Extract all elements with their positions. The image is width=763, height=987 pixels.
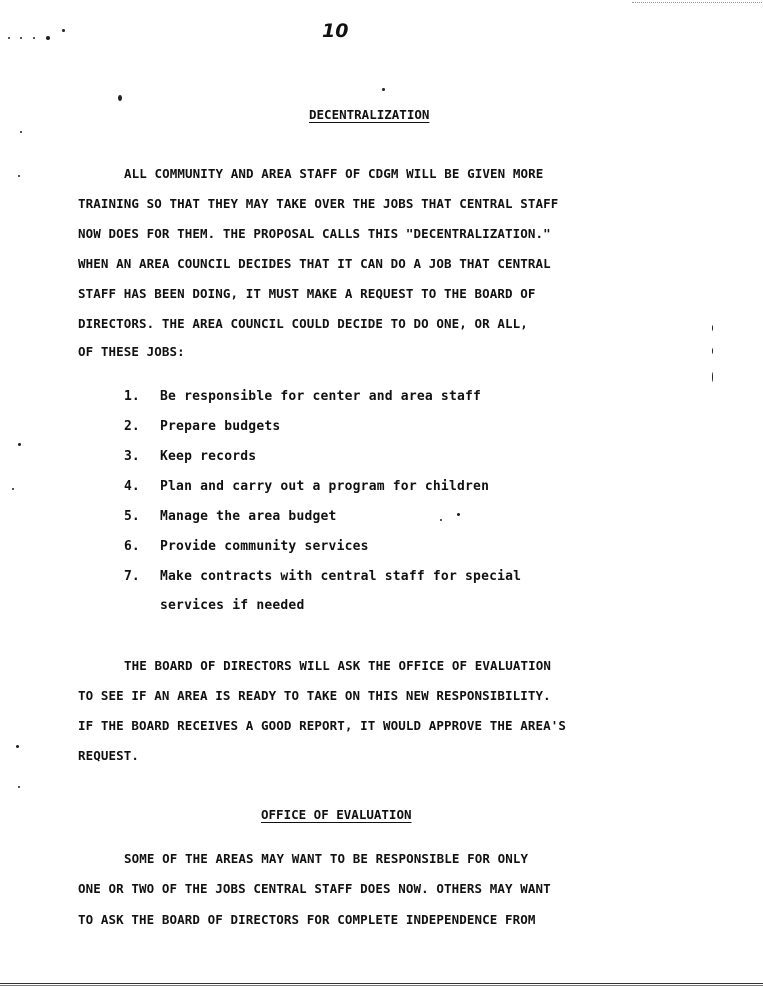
scan-speck — [440, 519, 442, 521]
list-item-text: Make contracts with central staff for special — [160, 569, 522, 584]
list-item-text: Prepare budgets — [160, 419, 281, 434]
scan-speck — [18, 175, 20, 177]
paragraph-line: TRAINING SO THAT THEY MAY TAKE OVER THE JOBS THAT CENTRAL STAFF — [78, 196, 559, 211]
list-item-number: 5. — [124, 509, 140, 524]
paragraph-line: OF THESE JOBS: — [78, 344, 185, 359]
scan-speck — [712, 372, 713, 382]
list-item-number: 3. — [124, 449, 140, 464]
scan-speck — [712, 325, 713, 331]
scan-speck — [12, 488, 14, 490]
page-number: 10 — [322, 20, 349, 42]
scan-bottom-edge — [0, 983, 763, 984]
scan-speck — [20, 37, 22, 39]
scan-speck — [457, 513, 460, 516]
list-item-number: 7. — [124, 569, 140, 584]
scan-speck — [8, 37, 10, 39]
scan-speck — [46, 36, 50, 40]
scan-speck — [62, 29, 65, 32]
section-heading-decentralization: DECENTRALIZATION — [309, 107, 430, 122]
list-item-number: 1. — [124, 389, 140, 404]
paragraph-line: REQUEST. — [78, 748, 140, 763]
paragraph-line: ONE OR TWO OF THE JOBS CENTRAL STAFF DOES NOW. OTHERS MAY WANT — [78, 881, 551, 896]
scan-bottom-edge — [0, 985, 763, 986]
list-item-text: Keep records — [160, 449, 257, 464]
list-item-text: Be responsible for center and area staff — [160, 389, 482, 404]
list-item-text: Provide community services — [160, 539, 369, 554]
paragraph-line: ALL COMMUNITY AND AREA STAFF OF CDGM WILL BE GIVEN MORE — [124, 166, 544, 181]
scan-speck — [33, 37, 35, 39]
scan-speck — [382, 88, 385, 91]
list-item-number: 2. — [124, 419, 140, 434]
list-item-number: 6. — [124, 539, 140, 554]
paragraph-line: WHEN AN AREA COUNCIL DECIDES THAT IT CAN DO A JOB THAT CENTRAL — [78, 256, 551, 271]
list-item-text: Plan and carry out a program for children — [160, 479, 490, 494]
paragraph-line: SOME OF THE AREAS MAY WANT TO BE RESPONSIBLE FOR ONLY — [124, 851, 529, 866]
paragraph-line: NOW DOES FOR THEM. THE PROPOSAL CALLS THIS "DECENTRALIZATION." — [78, 226, 551, 241]
paragraph-line: THE BOARD OF DIRECTORS WILL ASK THE OFFICE OF EVALUATION — [124, 658, 552, 673]
scan-speck — [18, 443, 21, 446]
scan-speck — [20, 131, 22, 133]
scan-speck — [18, 786, 20, 788]
paragraph-line: TO SEE IF AN AREA IS READY TO TAKE ON THIS NEW RESPONSIBILITY. — [78, 688, 551, 703]
paragraph-line: TO ASK THE BOARD OF DIRECTORS FOR COMPLETE INDEPENDENCE FROM — [78, 912, 536, 927]
scan-speck — [712, 348, 713, 354]
scan-speck — [118, 95, 122, 101]
list-item-text: Manage the area budget — [160, 509, 337, 524]
list-item-continuation: services if needed — [160, 598, 305, 613]
paragraph-line: STAFF HAS BEEN DOING, IT MUST MAKE A REQUEST TO THE BOARD OF — [78, 286, 536, 301]
paragraph-line: IF THE BOARD RECEIVES A GOOD REPORT, IT WOULD APPROVE THE AREA'S — [78, 718, 567, 733]
list-item-number: 4. — [124, 479, 140, 494]
scan-edge-mark — [632, 2, 762, 3]
paragraph-line: DIRECTORS. THE AREA COUNCIL COULD DECIDE TO DO ONE, OR ALL, — [78, 316, 528, 331]
section-heading-office-of-evaluation: OFFICE OF EVALUATION — [261, 807, 412, 822]
scan-speck — [16, 745, 19, 748]
